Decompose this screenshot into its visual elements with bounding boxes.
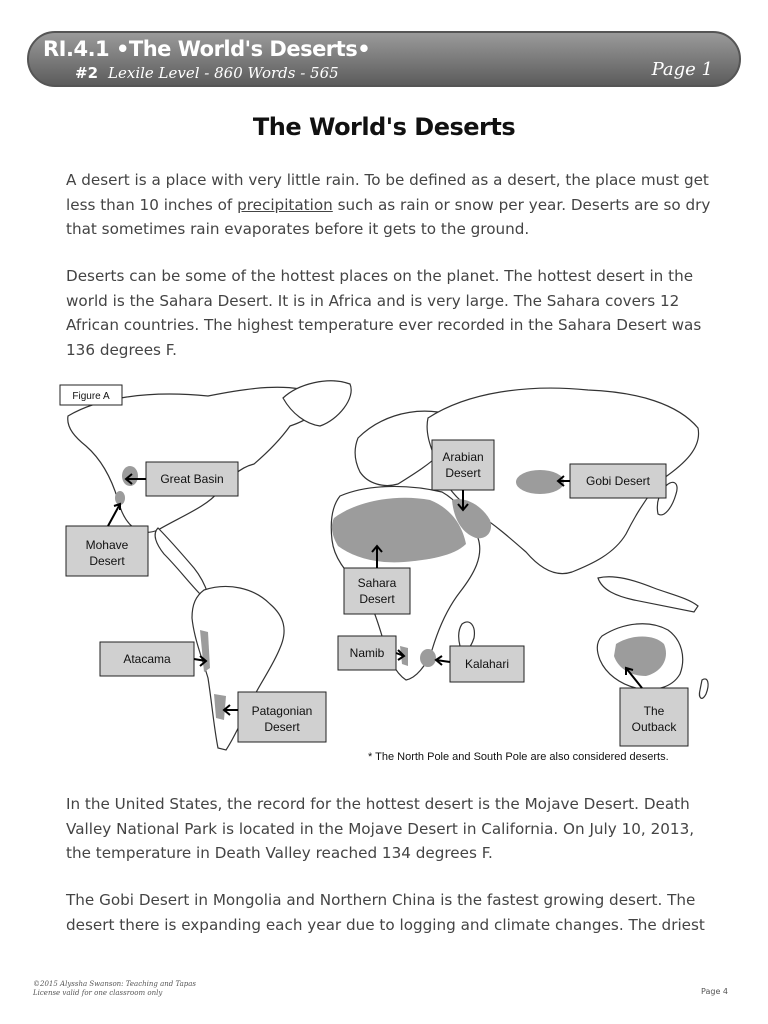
license-line: License valid for one classroom only xyxy=(33,989,163,997)
north-america-shape xyxy=(68,387,322,532)
worksheet-number: #2 xyxy=(75,64,99,82)
p1-text-a: A desert is a place with very little rain. To be defined as a desert, the place must get less than 10 inches of xyxy=(66,171,709,214)
atacama-label: Atacama xyxy=(123,652,171,666)
patagonian-label-2: Desert xyxy=(264,720,300,734)
mohave-label-1: Mohave xyxy=(85,538,129,552)
mohave-region xyxy=(115,491,125,505)
lexile-text: Lexile Level - 860 Words - 565 xyxy=(108,64,339,82)
paragraph-1 xyxy=(66,168,716,242)
precipitation-link: precipitation xyxy=(237,195,333,214)
page-label: Page 1 xyxy=(651,59,713,80)
sahara-label-1: Sahara xyxy=(357,576,397,590)
arabian-label-1: Arabian xyxy=(442,450,484,464)
world-deserts-map xyxy=(58,368,714,768)
footer-page-number: Page 4 xyxy=(701,987,728,996)
gobi-region xyxy=(516,470,564,494)
outback-label-2: Outback xyxy=(631,720,677,734)
mohave-label-2: Desert xyxy=(89,554,125,568)
mohave-arrow xyxy=(108,504,120,526)
paragraph-4: The Gobi Desert in Mongolia and Northern China is the fastest growing desert. The desert there is expanding each year due to logging and climate changes. The driest xyxy=(66,891,705,934)
p1-text-b: such as rain or snow per year. Deserts are so dry that sometimes rain evaporates before it gets to the ground. xyxy=(66,195,711,238)
arabian-box xyxy=(432,440,494,490)
header-banner xyxy=(27,31,741,87)
lexile-line xyxy=(75,64,339,82)
kalahari-arrow xyxy=(436,656,450,665)
gobi-label: Gobi Desert xyxy=(585,474,651,488)
paragraph-3: In the United States, the record for the hottest desert is the Mojave Desert. Death Valley National Park is located in the Mojave Desert in California. On July 10, 2013, the temperature in Death Valley reached 134 degrees F. xyxy=(66,795,695,862)
page-title: The World's Deserts xyxy=(252,113,516,141)
copyright-footer xyxy=(33,980,196,998)
patagonian-label-1: Patagonian xyxy=(251,704,313,718)
central-america-shape xyxy=(155,528,208,596)
kalahari-label: Kalahari xyxy=(464,657,510,671)
sahara-label-2: Desert xyxy=(359,592,395,606)
southeast-asia-islands-shape xyxy=(598,577,698,612)
new-zealand-shape xyxy=(699,679,708,698)
worksheet-title: RI.4.1 •The World's Deserts• xyxy=(43,37,371,61)
namib-label: Namib xyxy=(349,646,385,660)
poles-footnote: * The North Pole and South Pole are also considered deserts. xyxy=(368,751,669,763)
copyright-line: ©2015 Alyssha Swanson: Teaching and Tapas xyxy=(33,980,197,988)
outback-label-1: The xyxy=(643,704,665,718)
paragraph-2: Deserts can be some of the hottest places on the planet. The hottest desert in the world is the Sahara Desert. It is in Africa and is very large. The Sahara covers 12 African countries. The highest temperature ever recorded in the Sahara Desert was 136 degrees F. xyxy=(66,267,702,359)
arabian-label-2: Desert xyxy=(445,466,481,480)
great-basin-label: Great Basin xyxy=(160,472,224,486)
figure-label: Figure A xyxy=(72,391,110,402)
kalahari-region xyxy=(420,649,436,667)
sahara-box xyxy=(344,568,410,614)
